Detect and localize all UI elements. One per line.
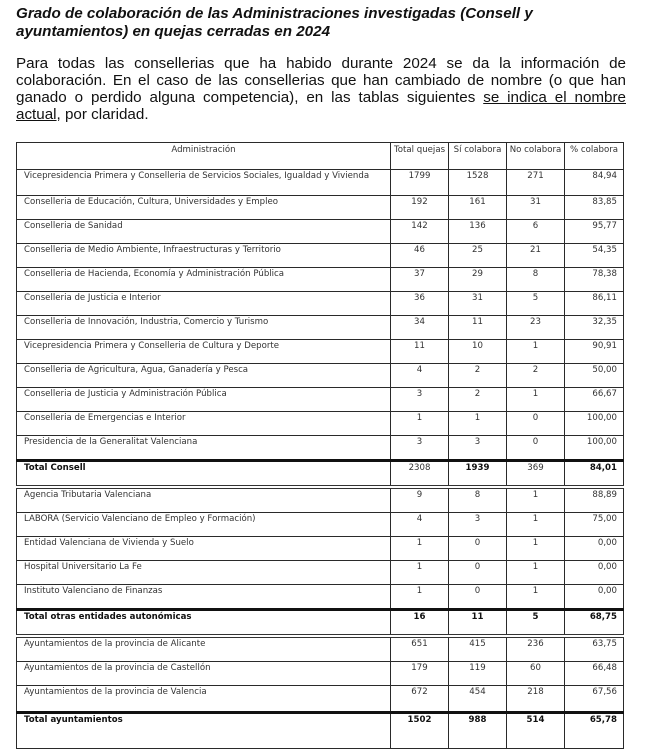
- cell-name: Vicepresidencia Primera y Conselleria de Cultura y Deporte: [17, 340, 391, 364]
- cell-si-colabora: 11: [449, 610, 507, 637]
- intro-text: Para todas las consellerias que ha habido durante 2024 se da la información de colaboración. En el caso de las consellerias que han cambiado de nombre (o que han ganado o perdido alguna competencia), en las tablas siguientes: [16, 55, 626, 106]
- cell-si-colabora: 0: [449, 585, 507, 610]
- table-row: [17, 170, 624, 196]
- cell-no-colabora: 369: [507, 461, 565, 488]
- table-row: [17, 316, 624, 340]
- cell-pct-colabora: 86,11: [565, 292, 624, 316]
- cell-pct-colabora: 66,67: [565, 388, 624, 412]
- header-no-colabora: No colabora: [507, 143, 565, 170]
- cell-name: Entidad Valenciana de Vivienda y Suelo: [17, 537, 391, 561]
- cell-no-colabora: 5: [507, 610, 565, 637]
- cell-pct-colabora: 0,00: [565, 537, 624, 561]
- table-total-row: [17, 461, 624, 488]
- cell-si-colabora: 2: [449, 364, 507, 388]
- cell-no-colabora: 31: [507, 196, 565, 220]
- header-si-colabora: Sí colabora: [449, 143, 507, 170]
- header-administracion: Administración: [17, 143, 391, 170]
- cell-total-quejas: 192: [391, 196, 449, 220]
- cell-pct-colabora: 66,48: [565, 662, 624, 686]
- cell-name: Conselleria de Emergencias e Interior: [17, 412, 391, 436]
- cell-si-colabora: 136: [449, 220, 507, 244]
- cell-total-quejas: 1: [391, 585, 449, 610]
- table-body: [17, 170, 624, 749]
- cell-si-colabora: 0: [449, 537, 507, 561]
- table-row: [17, 487, 624, 513]
- cell-si-colabora: 119: [449, 662, 507, 686]
- cell-total-quejas: 34: [391, 316, 449, 340]
- cell-si-colabora: 25: [449, 244, 507, 268]
- cell-pct-colabora: 0,00: [565, 561, 624, 585]
- cell-total-quejas: 16: [391, 610, 449, 637]
- cell-name: Conselleria de Justicia e Interior: [17, 292, 391, 316]
- cell-pct-colabora: 100,00: [565, 436, 624, 461]
- cell-pct-colabora: 95,77: [565, 220, 624, 244]
- cell-name: Ayuntamientos de la provincia de Valencia: [17, 686, 391, 713]
- cell-no-colabora: 21: [507, 244, 565, 268]
- cell-si-colabora: 8: [449, 487, 507, 513]
- table-row: [17, 561, 624, 585]
- cell-name: Agencia Tributaria Valenciana: [17, 487, 391, 513]
- table-row: [17, 513, 624, 537]
- cell-no-colabora: 60: [507, 662, 565, 686]
- intro-text-end: , por claridad.: [56, 106, 149, 123]
- cell-si-colabora: 2: [449, 388, 507, 412]
- cell-si-colabora: 3: [449, 436, 507, 461]
- cell-si-colabora: 988: [449, 713, 507, 749]
- cell-pct-colabora: 63,75: [565, 636, 624, 662]
- cell-name: Ayuntamientos de la provincia de Castellón: [17, 662, 391, 686]
- header-total-quejas: Total quejas: [391, 143, 449, 170]
- table-row: [17, 636, 624, 662]
- cell-si-colabora: 31: [449, 292, 507, 316]
- header-pct-colabora: % colabora: [565, 143, 624, 170]
- table-total-row: [17, 713, 624, 749]
- cell-pct-colabora: 83,85: [565, 196, 624, 220]
- cell-pct-colabora: 84,01: [565, 461, 624, 488]
- cell-total-quejas: 672: [391, 686, 449, 713]
- collaboration-table: [16, 142, 624, 749]
- cell-total-quejas: 179: [391, 662, 449, 686]
- cell-total-quejas: 142: [391, 220, 449, 244]
- cell-pct-colabora: 75,00: [565, 513, 624, 537]
- cell-si-colabora: 1528: [449, 170, 507, 196]
- table-row: [17, 220, 624, 244]
- cell-total-quejas: 1502: [391, 713, 449, 749]
- cell-total-quejas: 3: [391, 388, 449, 412]
- cell-no-colabora: 1: [507, 513, 565, 537]
- cell-si-colabora: 1939: [449, 461, 507, 488]
- cell-pct-colabora: 0,00: [565, 585, 624, 610]
- cell-name: Vicepresidencia Primera y Conselleria de Servicios Sociales, Igualdad y Vivienda: [17, 170, 391, 196]
- cell-no-colabora: 6: [507, 220, 565, 244]
- cell-name: Instituto Valenciano de Finanzas: [17, 585, 391, 610]
- cell-no-colabora: 1: [507, 340, 565, 364]
- table-row: [17, 196, 624, 220]
- cell-total-quejas: 4: [391, 513, 449, 537]
- cell-name: LABORA (Servicio Valenciano de Empleo y Formación): [17, 513, 391, 537]
- cell-total-quejas: 1: [391, 537, 449, 561]
- cell-total-quejas: 1: [391, 561, 449, 585]
- cell-si-colabora: 11: [449, 316, 507, 340]
- cell-no-colabora: 0: [507, 412, 565, 436]
- cell-no-colabora: 2: [507, 364, 565, 388]
- table-row: [17, 585, 624, 610]
- cell-total-quejas: 37: [391, 268, 449, 292]
- cell-pct-colabora: 67,56: [565, 686, 624, 713]
- cell-name: Conselleria de Hacienda, Economía y Administración Pública: [17, 268, 391, 292]
- cell-pct-colabora: 100,00: [565, 412, 624, 436]
- cell-name: Ayuntamientos de la provincia de Alicante: [17, 636, 391, 662]
- cell-name: Presidencia de la Generalitat Valenciana: [17, 436, 391, 461]
- cell-total-quejas: 4: [391, 364, 449, 388]
- intro-underlined-text: se indica el nombre actual: [16, 89, 626, 123]
- cell-si-colabora: 0: [449, 561, 507, 585]
- table-row: [17, 662, 624, 686]
- cell-name: Conselleria de Sanidad: [17, 220, 391, 244]
- table-row: [17, 268, 624, 292]
- cell-si-colabora: 415: [449, 636, 507, 662]
- cell-total-quejas: 11: [391, 340, 449, 364]
- table-row: [17, 412, 624, 436]
- cell-no-colabora: 0: [507, 436, 565, 461]
- cell-pct-colabora: 78,38: [565, 268, 624, 292]
- cell-no-colabora: 271: [507, 170, 565, 196]
- cell-no-colabora: 1: [507, 561, 565, 585]
- table-row: [17, 537, 624, 561]
- cell-name: Conselleria de Educación, Cultura, Universidades y Empleo: [17, 196, 391, 220]
- cell-si-colabora: 454: [449, 686, 507, 713]
- cell-total-quejas: 46: [391, 244, 449, 268]
- cell-si-colabora: 161: [449, 196, 507, 220]
- cell-pct-colabora: 32,35: [565, 316, 624, 340]
- cell-name: Total Consell: [17, 461, 391, 488]
- table-row: [17, 340, 624, 364]
- cell-no-colabora: 218: [507, 686, 565, 713]
- cell-no-colabora: 1: [507, 537, 565, 561]
- cell-name: Total ayuntamientos: [17, 713, 391, 749]
- cell-pct-colabora: 88,89: [565, 487, 624, 513]
- cell-name: Conselleria de Agricultura, Agua, Ganadería y Pesca: [17, 364, 391, 388]
- cell-total-quejas: 2308: [391, 461, 449, 488]
- cell-no-colabora: 236: [507, 636, 565, 662]
- table-row: [17, 686, 624, 713]
- cell-no-colabora: 1: [507, 388, 565, 412]
- cell-name: Conselleria de Justicia y Administración Pública: [17, 388, 391, 412]
- table-row: [17, 364, 624, 388]
- cell-total-quejas: 9: [391, 487, 449, 513]
- cell-total-quejas: 1: [391, 412, 449, 436]
- cell-no-colabora: 8: [507, 268, 565, 292]
- cell-si-colabora: 29: [449, 268, 507, 292]
- cell-no-colabora: 23: [507, 316, 565, 340]
- cell-name: Conselleria de Innovación, Industria, Comercio y Turismo: [17, 316, 391, 340]
- cell-pct-colabora: 54,35: [565, 244, 624, 268]
- cell-name: Conselleria de Medio Ambiente, Infraestructuras y Territorio: [17, 244, 391, 268]
- table-row: [17, 292, 624, 316]
- cell-total-quejas: 36: [391, 292, 449, 316]
- table-header-row: [17, 143, 624, 170]
- cell-pct-colabora: 90,91: [565, 340, 624, 364]
- cell-total-quejas: 1799: [391, 170, 449, 196]
- table-row: [17, 244, 624, 268]
- cell-total-quejas: 651: [391, 636, 449, 662]
- cell-no-colabora: 1: [507, 487, 565, 513]
- table-row: [17, 436, 624, 461]
- cell-no-colabora: 1: [507, 585, 565, 610]
- cell-pct-colabora: 84,94: [565, 170, 624, 196]
- cell-name: Total otras entidades autonómicas: [17, 610, 391, 637]
- intro-paragraph: [16, 55, 626, 123]
- cell-no-colabora: 514: [507, 713, 565, 749]
- cell-pct-colabora: 50,00: [565, 364, 624, 388]
- page-title: Grado de colaboración de las Administraciones investigadas (Consell y ayuntamientos) en quejas cerradas en 2024: [16, 5, 533, 40]
- cell-pct-colabora: 65,78: [565, 713, 624, 749]
- cell-no-colabora: 5: [507, 292, 565, 316]
- cell-si-colabora: 10: [449, 340, 507, 364]
- cell-si-colabora: 3: [449, 513, 507, 537]
- cell-name: Hospital Universitario La Fe: [17, 561, 391, 585]
- cell-total-quejas: 3: [391, 436, 449, 461]
- cell-si-colabora: 1: [449, 412, 507, 436]
- cell-pct-colabora: 68,75: [565, 610, 624, 637]
- table-row: [17, 388, 624, 412]
- table-total-row: [17, 610, 624, 637]
